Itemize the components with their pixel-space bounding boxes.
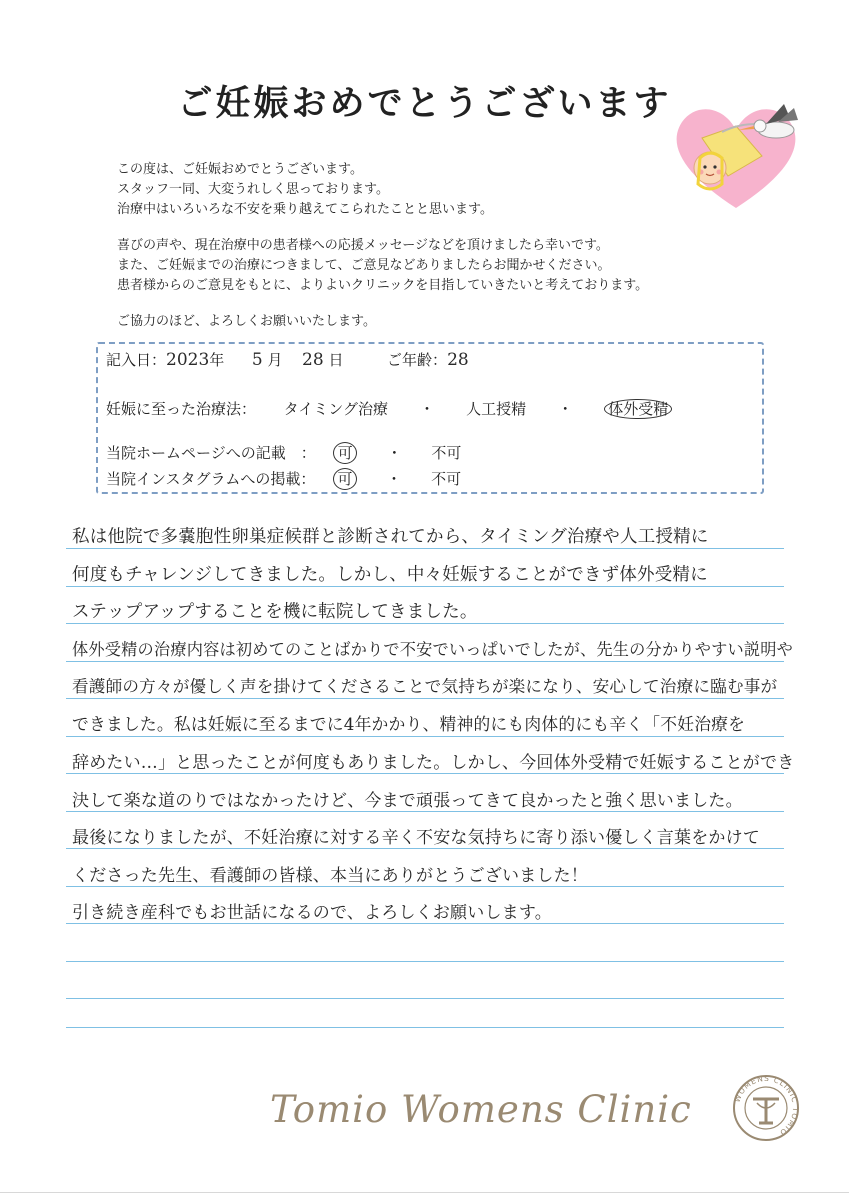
message-line: 看護師の方々が優しく声を掛けてくださることで気持ちが楽になり、安心して治療に臨む事が bbox=[72, 677, 778, 696]
date-month-value: 5 bbox=[251, 350, 263, 370]
rule-line bbox=[66, 773, 784, 774]
method-option-timing: タイミング治療 bbox=[283, 400, 388, 418]
intro-line: スタッフ一同、大変うれしく思っております。 bbox=[117, 182, 389, 197]
consent-separator: ・ bbox=[386, 444, 402, 462]
intro-line: また、ご妊娠までの治療につきまして、ご意見などありましたらお聞かせください。 bbox=[117, 258, 611, 273]
clinic-seal-logo bbox=[731, 1073, 801, 1143]
homepage-consent-no: 不可 bbox=[431, 444, 462, 462]
stork-baby-heart-illustration bbox=[666, 96, 806, 216]
day-unit: 日 bbox=[328, 351, 344, 369]
message-line: くださった先生、看護師の皆様、本当にありがとうございました！ bbox=[72, 866, 588, 886]
rule-line bbox=[66, 661, 784, 662]
method-option-iui: 人工授精 bbox=[466, 400, 527, 418]
rule-line bbox=[66, 548, 784, 549]
page-title: ご妊娠おめでとうございます bbox=[177, 84, 672, 124]
message-line: 決して楽な道のりではなかったけど、今まで頑張ってきて良かったと強く思いました。 bbox=[72, 791, 743, 811]
message-line: 引き続き産科でもお世話になるので、よろしくお願いします。 bbox=[72, 903, 552, 923]
message-line: 最後になりましたが、不妊治療に対する辛く不安な気持ちに寄り添い優しく言葉をかけて bbox=[72, 828, 760, 848]
entry-date-row bbox=[106, 349, 469, 370]
instagram-consent-row bbox=[106, 468, 461, 490]
consent-separator: ・ bbox=[386, 470, 402, 488]
intro-line: 喜びの声や、現在治療中の患者様への応援メッセージなどを頂けましたら幸いです。 bbox=[117, 238, 609, 253]
intro-line: ご協力のほど、よろしくお願いいたします。 bbox=[117, 314, 376, 329]
rule-line bbox=[66, 586, 784, 587]
intro-text bbox=[117, 160, 648, 332]
homepage-consent-yes-circled: 可 bbox=[333, 442, 357, 464]
rule-line bbox=[66, 811, 784, 812]
intro-line: 患者様からのご意見をもとに、よりよいクリニックを目指していきたいと考えております。 bbox=[117, 278, 649, 293]
date-label: 記入日： bbox=[106, 351, 167, 369]
info-form-box bbox=[96, 342, 764, 494]
rule-line bbox=[66, 848, 784, 849]
treatment-method-row bbox=[106, 398, 672, 419]
intro-line: この度は、ご妊娠おめでとうございます。 bbox=[117, 162, 363, 177]
message-line: 体外受精の治療内容は初めてのことばかりで不安でいっぱいでしたが、先生の分かりやすい説明や bbox=[72, 640, 794, 659]
rule-line bbox=[66, 623, 784, 624]
message-line: 何度もチャレンジしてきました。しかし、中々妊娠することができず体外受精に bbox=[72, 565, 708, 585]
instagram-consent-no: 不可 bbox=[431, 470, 462, 488]
rule-line bbox=[66, 961, 784, 962]
year-unit: 年 bbox=[209, 351, 225, 369]
method-separator: ・ bbox=[419, 400, 435, 418]
month-unit: 月 bbox=[267, 351, 283, 369]
method-option-ivf-circled: 体外受精 bbox=[604, 399, 672, 419]
instagram-consent-yes-circled: 可 bbox=[333, 468, 357, 490]
homepage-label: 当院ホームページへの記載 ： bbox=[106, 444, 316, 462]
rule-line bbox=[66, 1027, 784, 1028]
clinic-logo-text: Tomio Womens Clinic bbox=[270, 1088, 692, 1131]
instagram-label: 当院インスタグラムへの掲載： bbox=[106, 470, 316, 488]
rule-line bbox=[66, 736, 784, 737]
message-line: ステップアップすることを機に転院してきました。 bbox=[72, 602, 478, 622]
message-line: 辞めたい…」と思ったことが何度もありました。しかし、今回体外受精で妊娠することができ bbox=[72, 753, 795, 773]
age-value: 28 bbox=[447, 350, 469, 370]
date-day-value: 28 bbox=[302, 350, 324, 370]
svg-text:WOMENS CLINIC TOMIO: WOMENS CLINIC TOMIO bbox=[732, 1073, 801, 1138]
rule-line bbox=[66, 886, 784, 887]
homepage-consent-row bbox=[106, 442, 461, 464]
method-separator: ・ bbox=[557, 400, 573, 418]
rule-line bbox=[66, 698, 784, 699]
method-label: 妊娠に至った治療法： bbox=[106, 400, 257, 418]
page-bottom-edge bbox=[0, 1192, 849, 1193]
date-year-value: 2023 bbox=[166, 350, 210, 370]
age-label: ご年齢： bbox=[387, 351, 448, 369]
message-line: できました。私は妊娠に至るまでに4年かかり、精神的にも肉体的にも辛く「不妊治療を bbox=[72, 714, 746, 734]
rule-line bbox=[66, 923, 784, 924]
intro-line: 治療中はいろいろな不安を乗り越えてこられたことと思います。 bbox=[117, 202, 493, 217]
message-line: 私は他院で多嚢胞性卵巣症候群と診断されてから、タイミング治療や人工授精に bbox=[72, 527, 709, 547]
rule-line bbox=[66, 998, 784, 999]
